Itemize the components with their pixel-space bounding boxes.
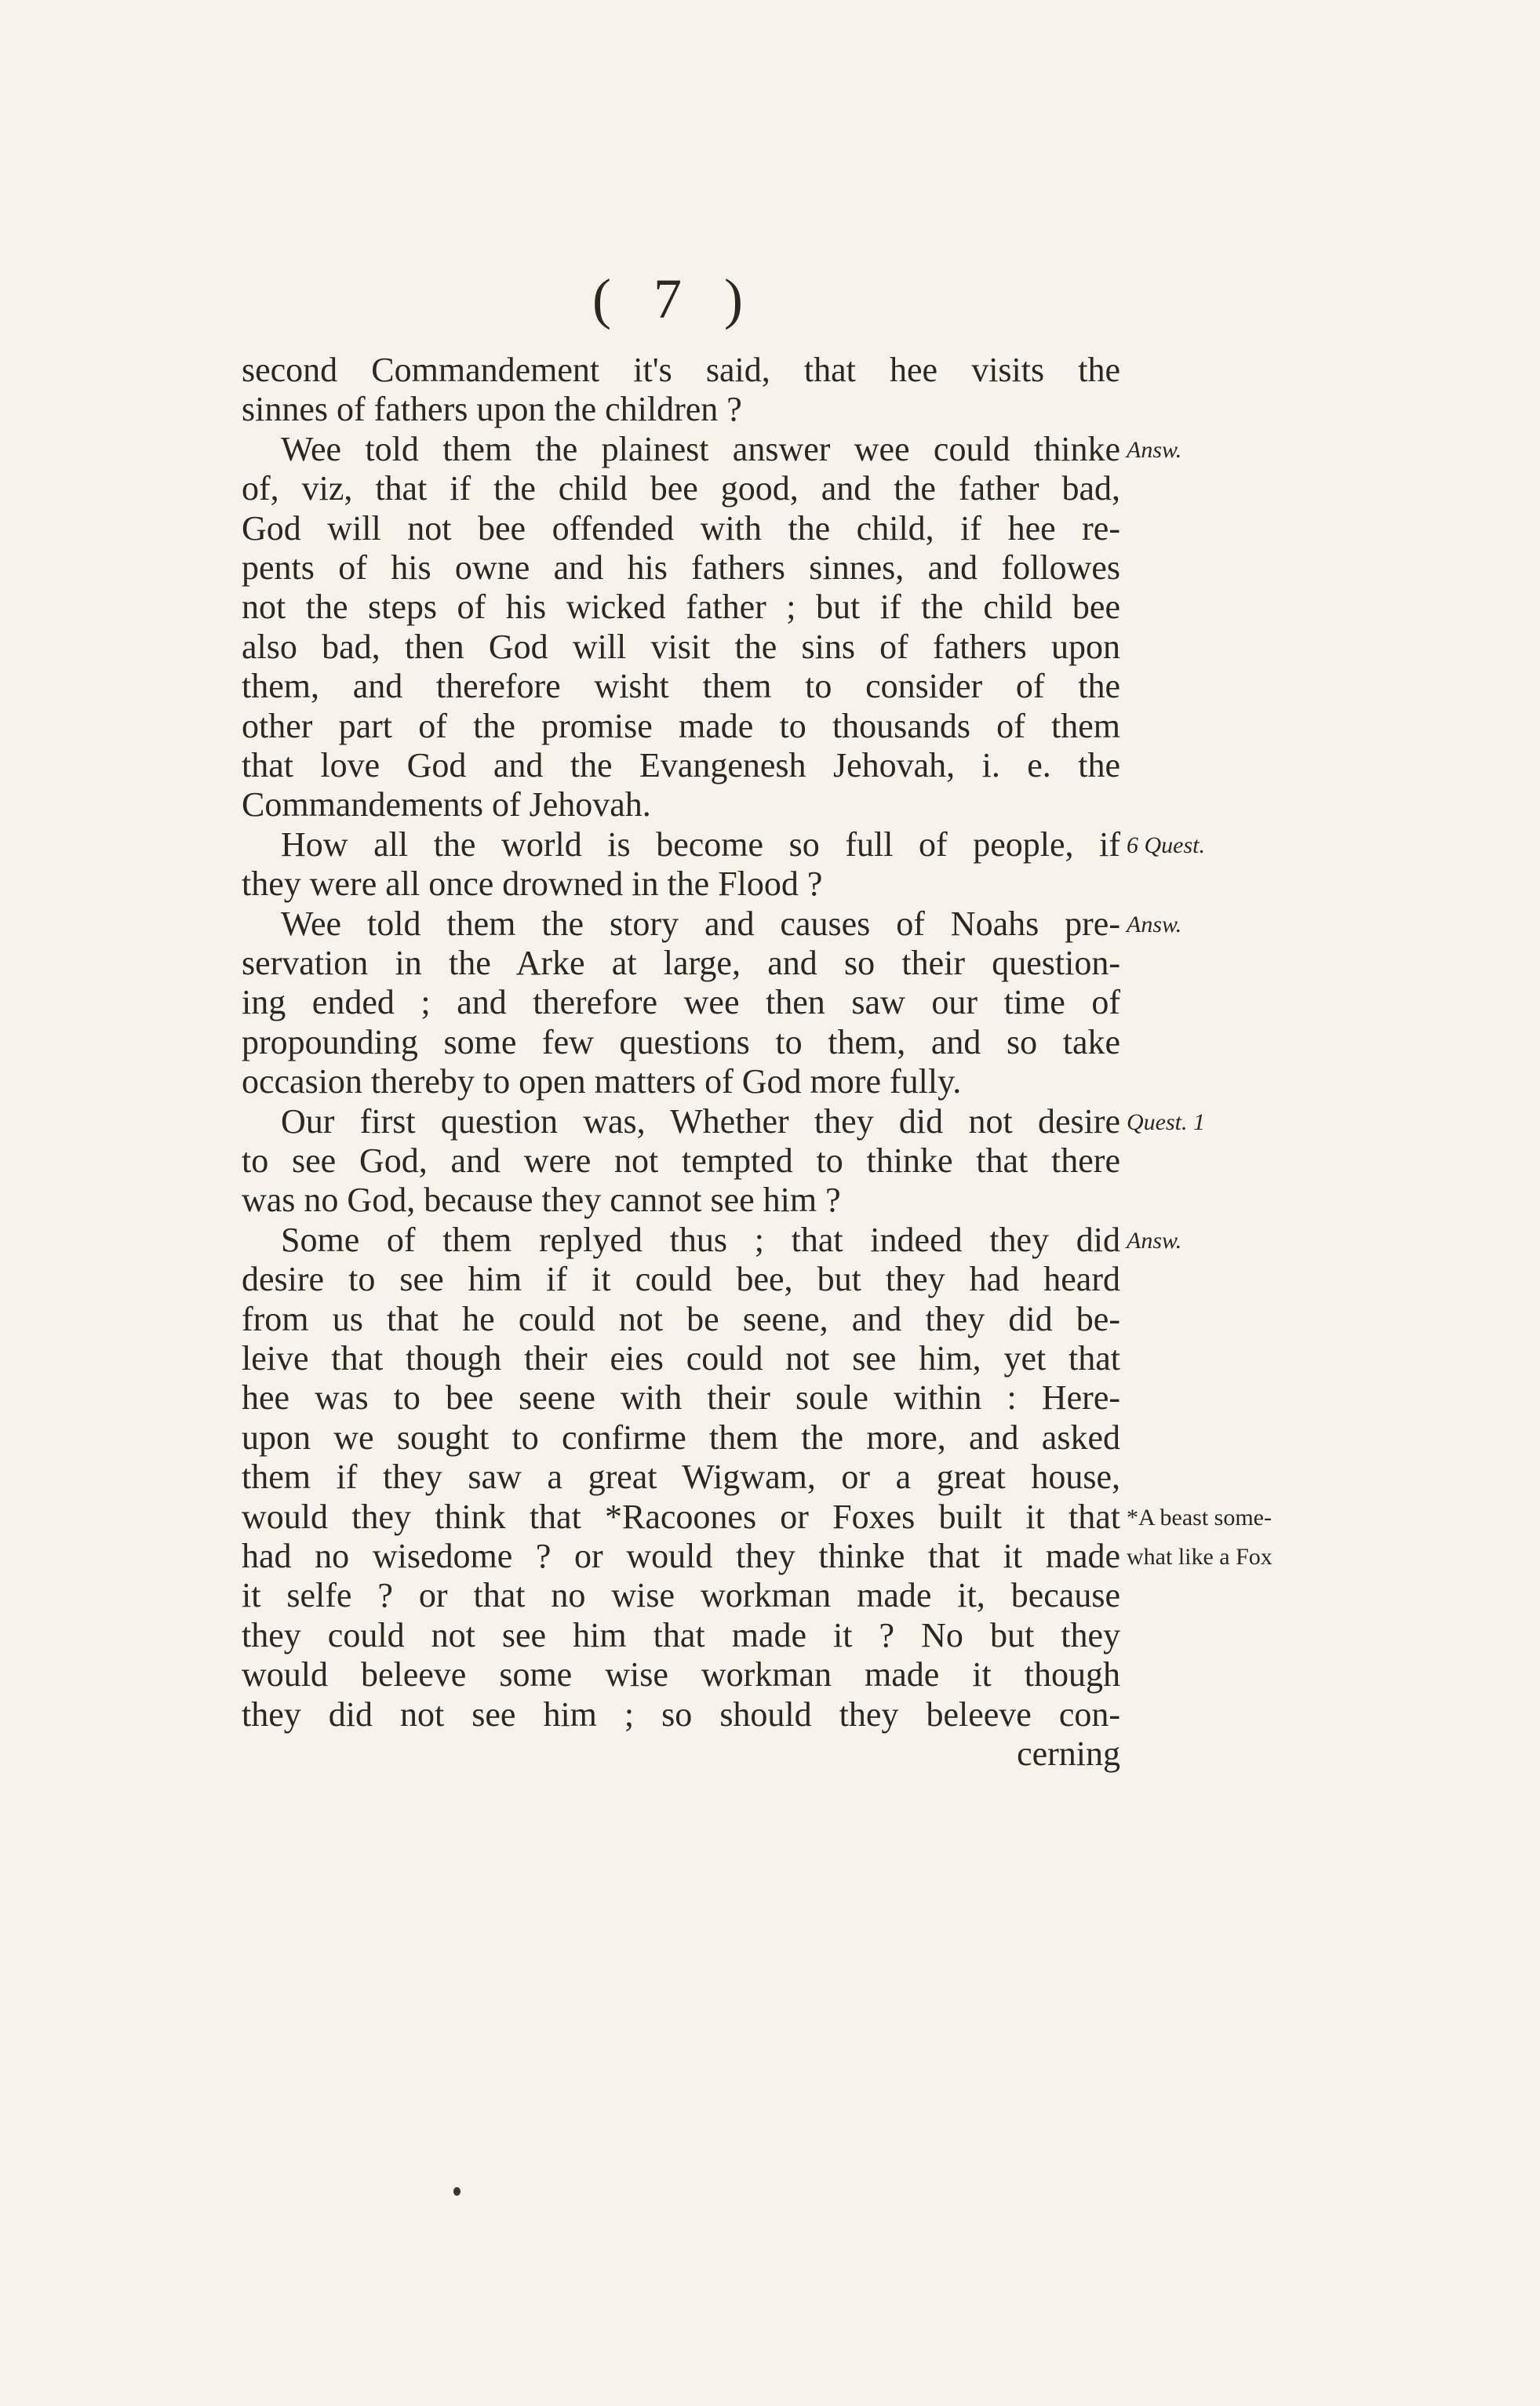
text-line: also bad, then God will visit the sins of fathers upon: [242, 627, 1120, 666]
text-line: had no wisedome ? or would they thinke that it made: [242, 1537, 1120, 1575]
text-line: leive that though their eies could not see him, yet that: [242, 1339, 1120, 1378]
text-line: cerning: [1017, 1734, 1120, 1773]
text-line: Our first question was, Whether they did not desire: [281, 1101, 1120, 1141]
text-line: was no God, because they cannot see him ?: [242, 1181, 841, 1220]
text-line: them if they saw a great Wigwam, or a great house,: [242, 1458, 1120, 1497]
text-line: Wee told them the plainest answer wee could thinke: [281, 429, 1120, 468]
text-line: hee was to bee seene with their soule within : Here-: [242, 1378, 1120, 1418]
text-line: servation in the Arke at large, and so their question-: [242, 944, 1120, 982]
text-line: second Commandement it's said, that hee visits the: [242, 351, 1120, 389]
text-line: desire to see him if it could bee, but they had heard: [242, 1260, 1120, 1299]
text-line: would beleeve some wise workman made it though: [242, 1655, 1120, 1694]
text-line: other part of the promise made to thousands of them: [242, 706, 1120, 745]
text-line: propounding some few questions to them, and so take: [242, 1022, 1120, 1061]
margin-note: Answ.: [1127, 911, 1182, 937]
margin-note: Quest. 1: [1127, 1108, 1205, 1135]
text-line: upon we sought to confirme them the more, and asked: [242, 1418, 1120, 1457]
text-line: would they think that *Racoones or Foxes built it that: [242, 1497, 1120, 1536]
text-line: them, and therefore wisht them to consider of the: [242, 667, 1120, 706]
text-line: not the steps of his wicked father ; but if the child bee: [242, 588, 1120, 627]
text-line: from us that he could not be seene, and they did be-: [242, 1299, 1120, 1338]
text-line: pents of his owne and his fathers sinnes, and followes: [242, 548, 1120, 587]
text-line: Wee told them the story and causes of Noahs pre-: [281, 904, 1120, 943]
text-line: ing ended ; and therefore wee then saw our time of: [242, 983, 1120, 1022]
text-line: they could not see him that made it ? No but they: [242, 1615, 1120, 1654]
text-line: they were all once drowned in the Flood ?: [242, 864, 823, 904]
text-line: God will not bee offended with the child, if hee re-: [242, 508, 1120, 548]
text-line: that love God and the Evangenesh Jehovah, i. e. the: [242, 746, 1120, 784]
margin-note: *A beast some-: [1127, 1504, 1272, 1531]
text-line: they did not see him ; so should they beleeve con-: [242, 1694, 1120, 1734]
text-line: of, viz, that if the child bee good, and the father bad,: [242, 469, 1120, 508]
margin-note: 6 Quest.: [1127, 832, 1205, 858]
text-line: to see God, and were not tempted to thinke that there: [242, 1141, 1120, 1180]
text-line: Some of them replyed thus ; that indeed they did: [281, 1220, 1120, 1259]
page-number: ( 7 ): [592, 268, 757, 330]
text-line: How all the world is become so full of people, if: [281, 824, 1120, 864]
text-line: occasion thereby to open matters of God more fully.: [242, 1062, 962, 1101]
ink-speck: [453, 2187, 461, 2196]
margin-note: Answ.: [1127, 436, 1182, 463]
text-line: Commandements of Jehovah.: [242, 785, 651, 824]
text-line: sinnes of fathers upon the children ?: [242, 390, 742, 429]
margin-note: what like a Fox: [1127, 1544, 1272, 1570]
margin-note: Answ.: [1127, 1227, 1182, 1254]
text-line: it selfe ? or that no wise workman made it, because: [242, 1576, 1120, 1615]
